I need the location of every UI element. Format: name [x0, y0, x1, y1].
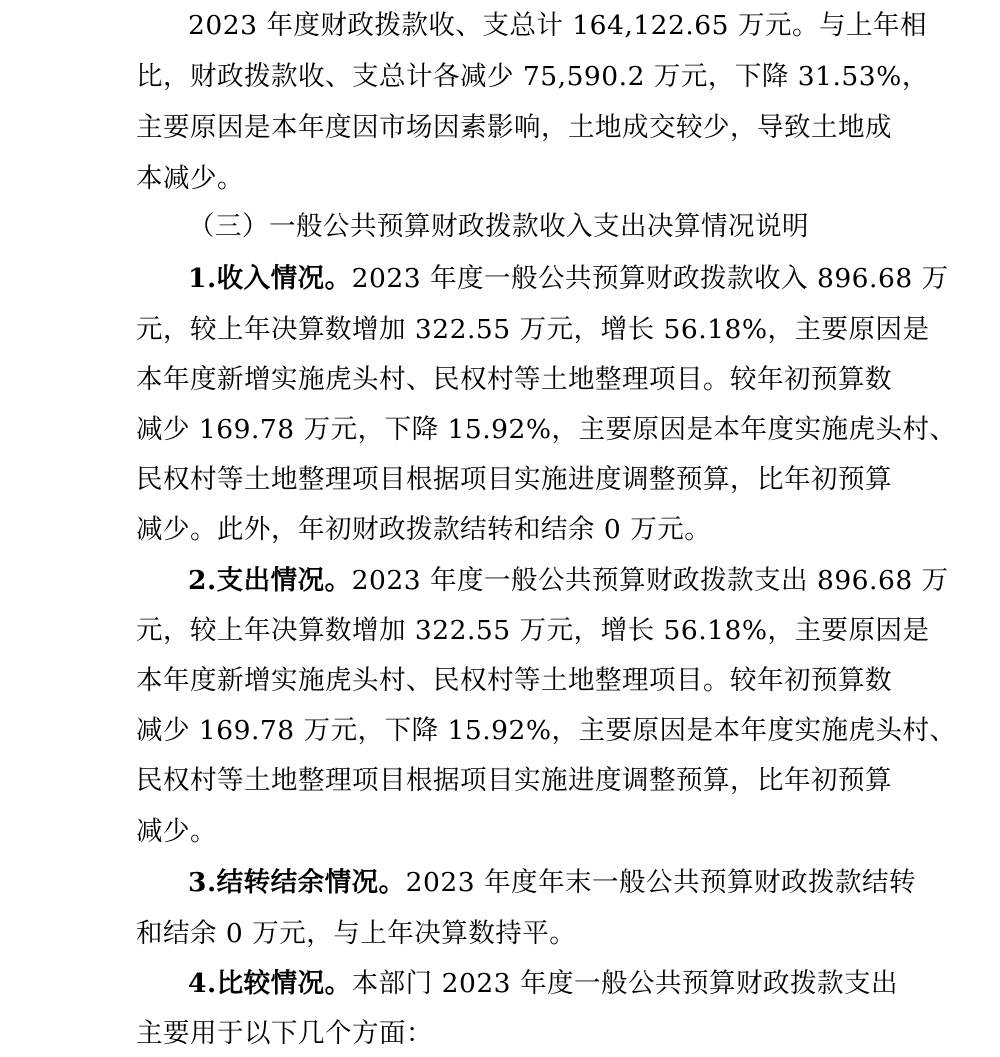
paragraph-title: 4.比较情况。 — [188, 968, 352, 999]
paragraph-title: 1.收入情况。 — [188, 263, 352, 294]
paragraph-line — [188, 564, 949, 598]
paragraph-line: 减少 169.78 万元，下降 15.92%，主要原因是本年度实施虎头村、 — [136, 715, 957, 746]
paragraph-text: 本部门 2023 年度一般公共预算财政拨款支出 — [351, 968, 898, 999]
paragraph-line — [188, 262, 949, 296]
paragraph-line: 本年度新增实施虎头村、民权村等土地整理项目。较年初预算数 — [136, 364, 892, 395]
paragraph-line: 本年度新增实施虎头村、民权村等土地整理项目。较年初预算数 — [136, 665, 892, 696]
paragraph-line: 减少 169.78 万元，下降 15.92%，主要原因是本年度实施虎头村、 — [136, 414, 957, 445]
paragraph-line: 减少。 — [136, 816, 217, 847]
section-heading: （三）一般公共预算财政拨款收入支出决算情况说明 — [188, 211, 809, 242]
paragraph-text: 2023 年度一般公共预算财政拨款支出 896.68 万 — [351, 565, 949, 596]
paragraph-line: 民权村等土地整理项目根据项目实施进度调整预算，比年初预算 — [136, 765, 892, 796]
paragraph-title: 2.支出情况。 — [188, 565, 352, 596]
paragraph-line: 和结余 0 万元，与上年决算数持平。 — [136, 918, 577, 949]
paragraph-line — [188, 967, 898, 1001]
paragraph-line: 元，较上年决算数增加 322.55 万元，增长 56.18%，主要原因是 — [136, 615, 930, 646]
paragraph-text: 2023 年度年末一般公共预算财政拨款结转 — [405, 867, 917, 898]
paragraph-line: 元，较上年决算数增加 322.55 万元，增长 56.18%，主要原因是 — [136, 314, 930, 345]
paragraph-line: 比，财政拨款收、支总计各减少 75,590.2 万元，下降 31.53%， — [136, 61, 929, 92]
paragraph-line: 本减少。 — [136, 163, 244, 194]
paragraph-line: 主要原因是本年度因市场因素影响，土地成交较少，导致土地成 — [136, 112, 892, 143]
paragraph-line: 2023 年度财政拨款收、支总计 164,122.65 万元。与上年相 — [188, 10, 927, 41]
paragraph-line — [188, 866, 917, 900]
paragraph-text: 2023 年度一般公共预算财政拨款收入 896.68 万 — [351, 263, 949, 294]
paragraph-title: 3.结转结余情况。 — [188, 867, 406, 898]
paragraph-line: 主要用于以下几个方面： — [136, 1018, 433, 1049]
paragraph-line: 民权村等土地整理项目根据项目实施进度调整预算，比年初预算 — [136, 464, 892, 495]
paragraph-line: 减少。此外，年初财政拨款结转和结余 0 万元。 — [136, 514, 712, 545]
